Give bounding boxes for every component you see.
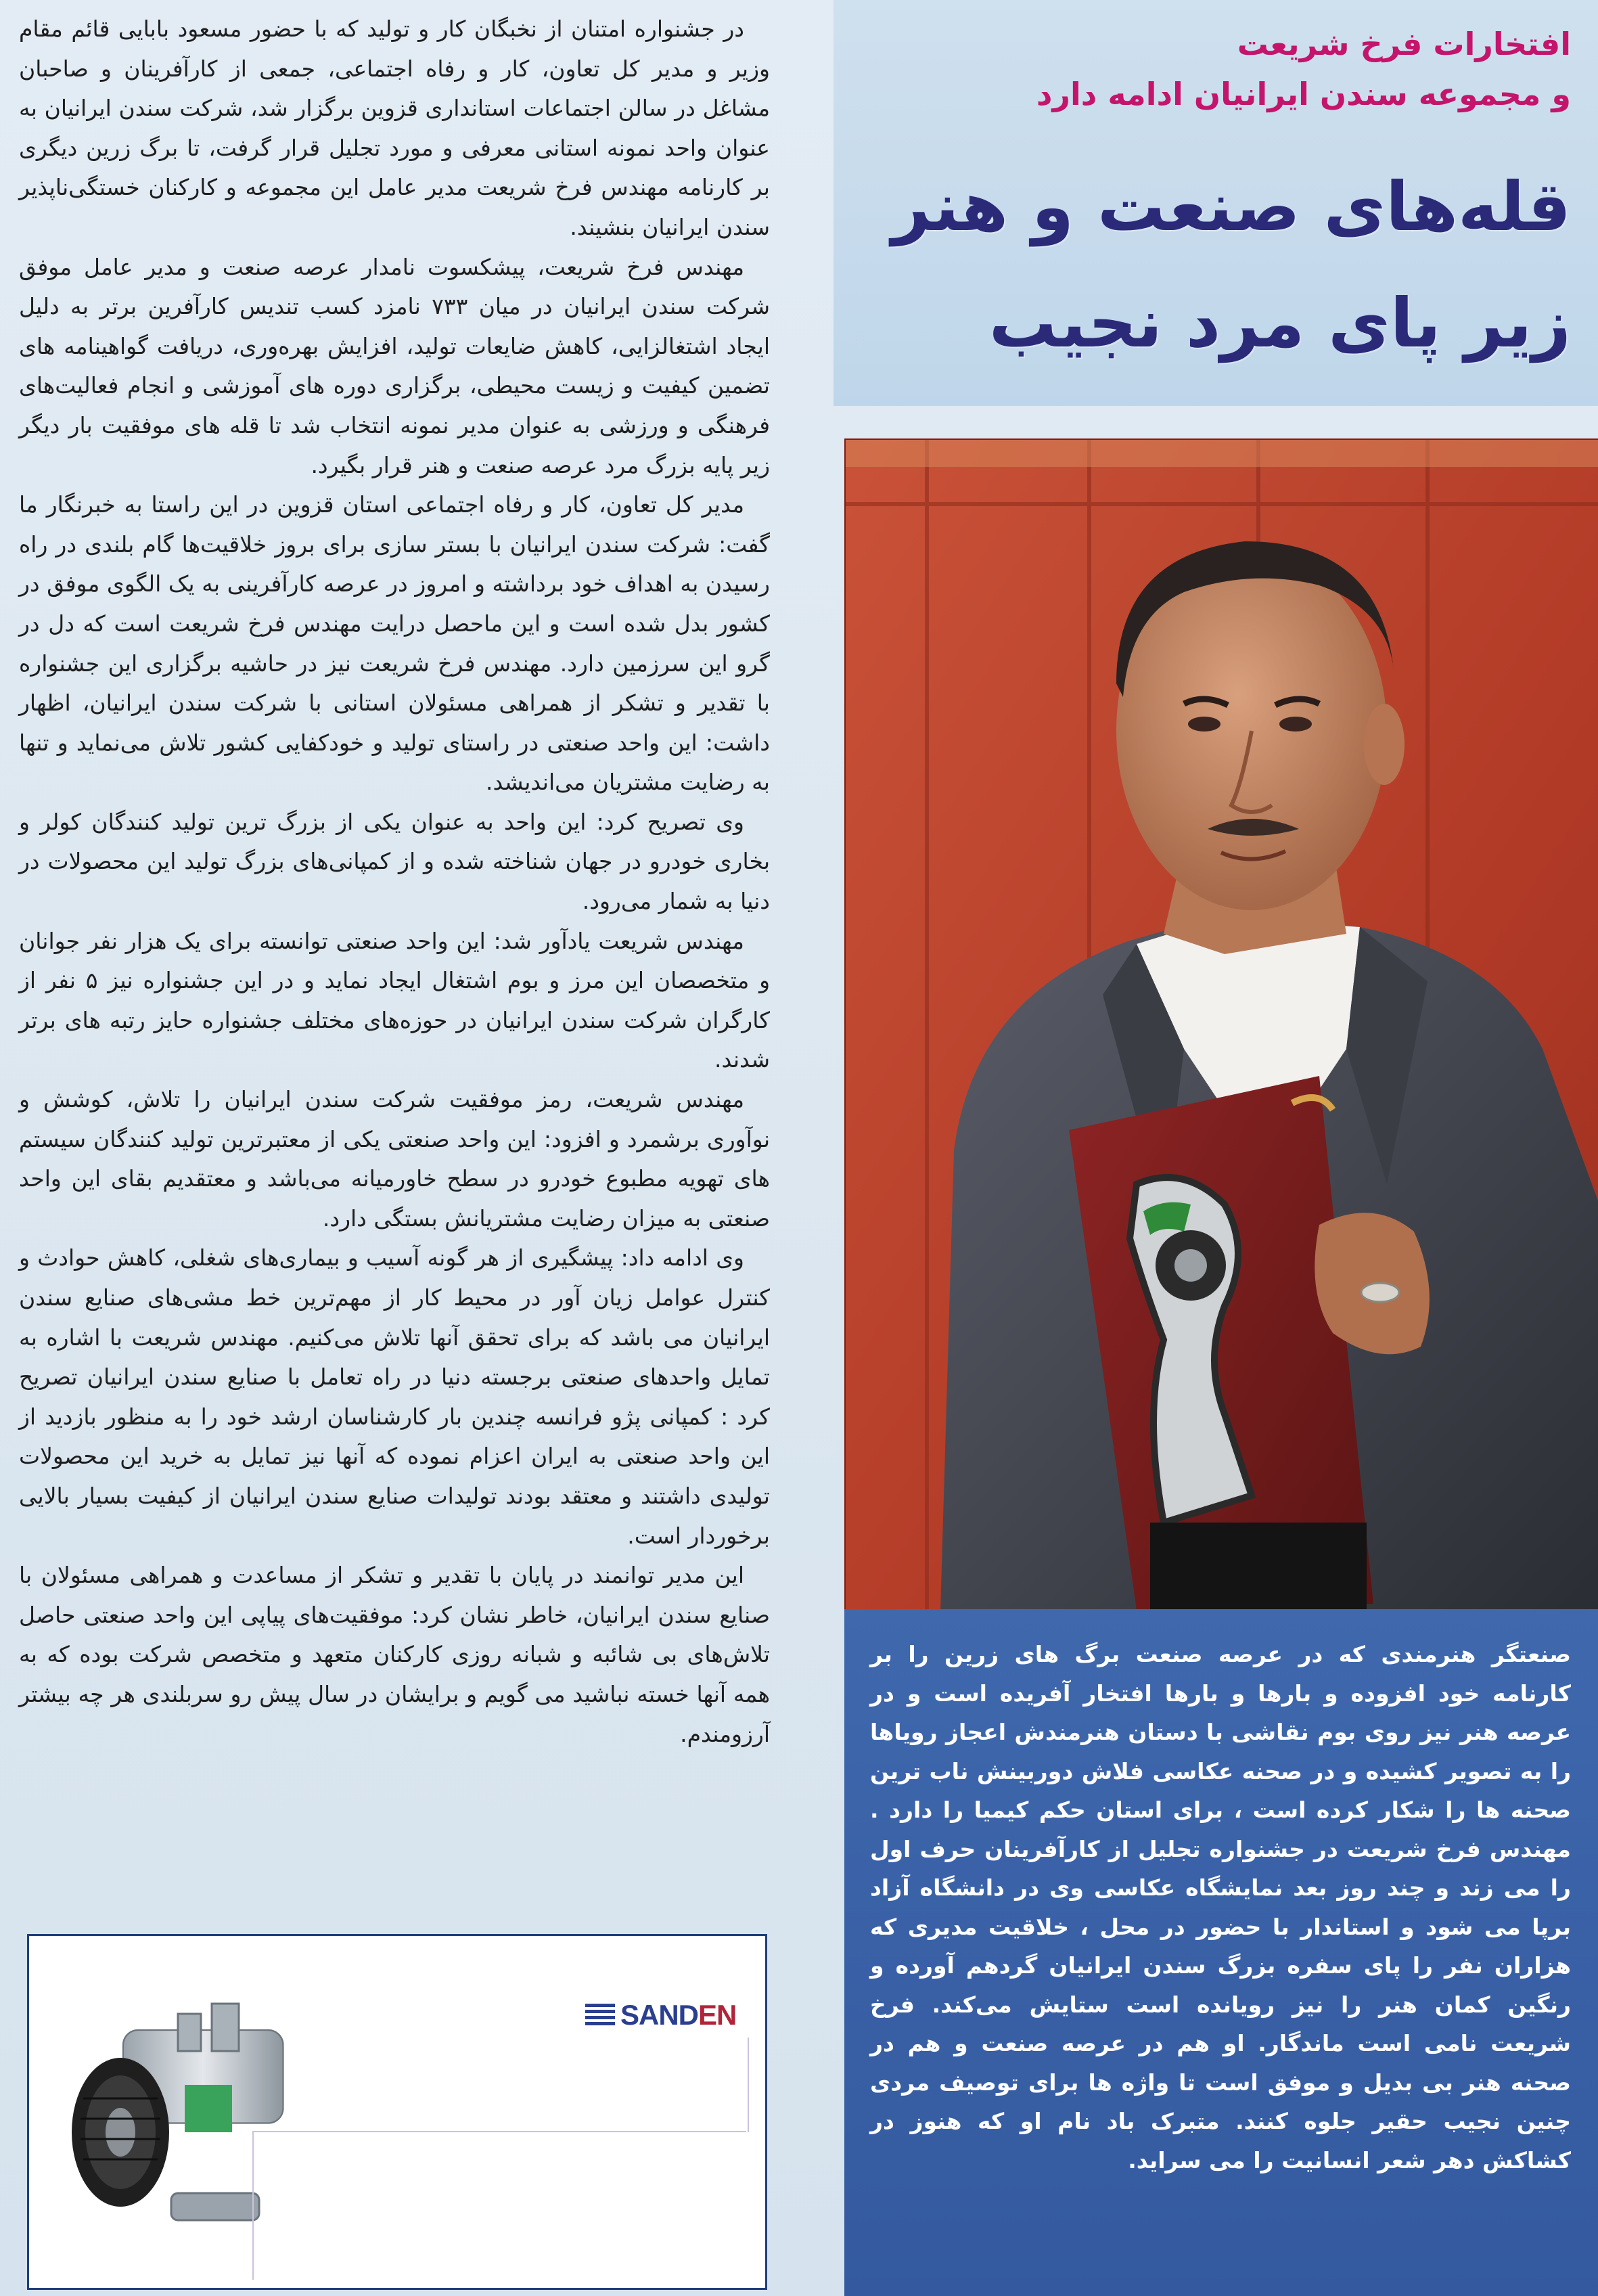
article-paragraph: وی ادامه داد: پیشگیری از هر گونه آسیب و بیماری‌های شغلی، کاهش حوادث و کنترل عوامل زیان آور در محیط کار از مهم‌ترین خط مشی‌های صنایع سندن ایرانیان می باشد که برای تحقق آنها تلاش می‌کنیم. مهندس شریعت با اشاره به تمایل واحدهای صنعتی برجسته دنیا در راه تعامل با صنایع سندن ایرانیان تصریح کرد : کمپانی پژو فرانسه چندین بار کارشناسان ارشد خود را به منظور بازدید از این واحد صنعتی به ایران اعزام نموده که آنها نیز تمایل به خرید این محصولات تولیدی داشتند و معتقد بودند تولیدات صنایع سندن ایرانیان از کیفیت بسیار بالایی برخوردار است. <box>19 1244 770 1549</box>
portrait-photo <box>844 438 1598 1612</box>
article-paragraph: مهندس فرخ شریعت، پیشکسوت نامدار عرصه صنعت و مدیر عامل موفق شرکت سندن ایرانیان در میان ۷۳۳ نامزد کسب تندیس کارآفرین برتر به دلیل ایجاد اشتغالزایی، کاهش ضایعات تولید، افزایش بهره‌وری، دریافت گواهینامه های تضمین کیفیت و زیست محیطی، برگزاری دوره های آموزشی و انجام فعالیت‌های فرهنگی و ورزشی به عنوان مدیر نمونه انتخاب شد تا قله های موفقیت بار دیگر زیر پایه بزرگ مرد عرصه صنعت و هنر قرار بگیرد. <box>19 253 770 478</box>
article-paragraph: مهندس شریعت یادآور شد: این واحد صنعتی توانسته برای یک هزار نفر جوانان و متخصصان این مرز و بوم اشتغال ایجاد نماید و در این جشنواره نیز ۵ نفر از کارگران شرکت سندن ایرانیان در حوزه‌های مختلف جشنواره حایز رتبه های برتر شدند. <box>19 927 770 1073</box>
kicker-line-2: و مجموعه سندن ایرانیان ادامه دارد <box>1036 76 1571 112</box>
sanden-logo <box>585 1998 754 2032</box>
sanden-advertisement <box>27 1934 767 2290</box>
article-paragraph: مهندس شریعت، رمز موفقیت شرکت سندن ایرانیان را تلاش، کوشش و نوآوری برشمرد و افزود: این واحد صنعتی یکی از معتبرترین تولید کنندگان سیستم های تهویه مطبوع خودرو در سطح خاورمیانه می‌باشد و معتقدیم بقای این واحد صنعتی به میزان رضایت مشتریانش بستگی دارد. <box>19 1086 770 1232</box>
ac-compressor-image <box>56 1963 286 2274</box>
article-header <box>834 0 1598 406</box>
headline <box>854 149 1571 382</box>
sanden-logo-text-main: SAND <box>620 1999 699 2031</box>
ad-divider-horizontal <box>252 2131 746 2132</box>
headline-line-2: زیر پای مرد نجیب <box>988 284 1571 363</box>
ad-divider-vertical-right <box>748 2038 749 2132</box>
article-paragraph: وی تصریح کرد: این واحد به عنوان یکی از بزرگ ترین تولید کنندگان کولر و بخاری خودرو در جهان شناخته شده و از کمپانی‌های بزرگ تولید این محصولات در دنیا به شمار می‌رود. <box>19 808 770 915</box>
portrait-illustration <box>846 440 1598 1611</box>
headline-line-1: قله‌های صنعت و هنر <box>891 167 1571 246</box>
sanden-logo-mark <box>585 2004 615 2027</box>
article-paragraph: این مدیر توانمند در پایان با تقدیر و تشکر از مساعدت و همراهی مسئولان با صنایع سندن ایرانیان، خاطر نشان کرد: موفقیت‌های پیاپی این واحد صنعتی حاصل تلاش‌های بی شائبه و شبانه روزی کارکنان متعهد و متخصص شرکت بوده که به همه آنها خسته نباشید می گویم و برایشان در سال پیش رو سربلندی هر چه بیشتر آرزومندم. <box>19 1562 770 1747</box>
article-body <box>19 9 770 1754</box>
kicker-line-1: افتخارات فرخ شریعت <box>1237 26 1571 62</box>
article-paragraph: در جشنواره امتنان از نخبگان کار و تولید که با حضور مسعود بابایی قائم مقام وزیر و مدیر کل تعاون، کار و رفاه اجتماعی، جمعی از کارآفرینان و صاحبان مشاغل در سالن اجتماعات استانداری قزوین برگزار شد، شرکت سندن ایرانیان به عنوان واحد نمونه استانی معرفی و مورد تجلیل قرار گرفت، تا برگ زرین دیگری بر کارنامه مهندس فرخ شریعت مدیر عامل این مجموعه و کارکنان خستگی‌ناپذیر سندن ایرانیان بنشیند. <box>19 16 770 240</box>
sanden-logo-text <box>620 1998 736 2032</box>
photo-caption: صنعتگر هنرمندی که در عرصه صنعت برگ های زرین را بر کارنامه خود افزوده و بارها و بارها افتخار آفریده است و در عرصه هنر نیز روی بوم نقاشی با دستان هنرمندش اعجاز رویاها را به تصویر کشیده و در صحنه عکاسی فلاش دوربینش ناب ترین صحنه ها را شکار کرده است ، برای استان حکم کیمیا را دارد . مهندس فرخ شریعت در جشنواره تجلیل از کارآفرینان حرف اول را می زند و چند روز بعد نمایشگاه عکاسی وی در دانشگاه آزاد برپا می شود و استاندار با حضور در محل ، خلاقیت مدیری که هزاران نفر را پای سفره بزرگ سندن ایرانیان گردهم آورده و رنگین کمان هنر را نیز رویانده است ستایش می‌کند. فرخ شریعت نامی است ماندگار. او هم در عرصه صنعت و هم در صحنه هنر بی بدیل و موفق است تا واژه ها برای توصیف مردی چنین نجیب حقیر جلوه کنند. متبرک باد نام او که هنوز در کشاکش دهر شعر انسانیت را می سراید. <box>870 1641 1571 2174</box>
ad-divider-vertical <box>252 2131 254 2280</box>
article-paragraph: مدیر کل تعاون، کار و رفاه اجتماعی استان قزوین در این راستا به خبرنگار ما گفت: شرکت سندن ایرانیان با بستر سازی برای بروز خلاقیت‌ها گام بلندی در راه رسیدن به اهداف خود برداشته و امروز در عرصه کارآفرینی به یک الگوی موفق در کشور بدل شده است و این ماحصل درایت مهندس فرخ شریعت است که دل در گرو این سرزمین دارد. مهندس فرخ شریعت نیز در حاشیه برگزاری این جشنواره با تقدیر و تشکر از همراهی مسئولان استانی با شرکت سندن ایرانیان، اظهار داشت: این واحد صنعتی در راستای تولید و خودکفایی کشور تلاش می‌نماید و تنها به رضایت مشتریان می‌اندیشد. <box>19 491 770 796</box>
sanden-logo-text-accent: EN <box>698 1999 737 2031</box>
photo-caption-box <box>844 1609 1598 2296</box>
kicker <box>854 19 1571 119</box>
